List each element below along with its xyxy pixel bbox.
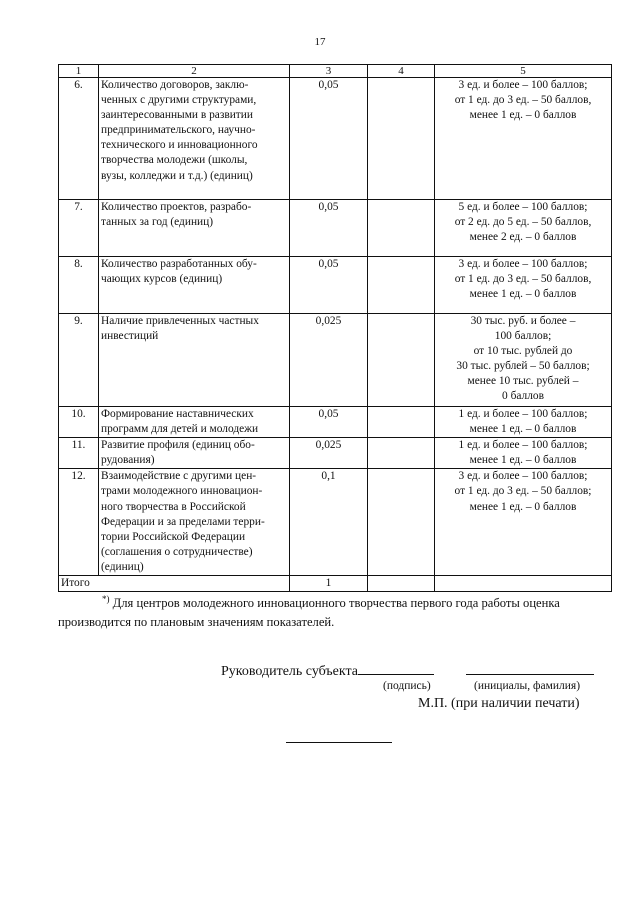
table-row xyxy=(59,407,612,438)
weight-cell: 0,05 xyxy=(290,78,368,200)
empty-cell xyxy=(368,407,435,438)
weight-cell: 0,025 xyxy=(290,314,368,407)
indicator-cell: Наличие привлеченных частных инвестиций xyxy=(99,314,290,407)
row-number: 6. xyxy=(59,78,99,200)
divider xyxy=(286,742,392,743)
signature-label: Руководитель субъекта xyxy=(221,664,358,679)
table-row xyxy=(59,200,612,257)
criteria-table xyxy=(58,64,612,592)
indicator-cell: Формирование наставнических программ для детей и молодежи xyxy=(99,407,290,438)
row-number: 12. xyxy=(59,469,99,576)
header-cell: 2 xyxy=(99,65,290,78)
header-cell: 5 xyxy=(435,65,612,78)
scoring-cell: 30 тыс. руб. и более – 100 баллов; от 10 тыс. рублей до 30 тыс. рублей – 50 баллов; менее 10 тыс. рублей – 0 баллов xyxy=(435,314,612,407)
indicator-cell: Взаимодействие с другими цен- трами молодежного инновацион- ного творчества в Российской Федерации и за пределами терри- тории Российской Федерации (соглашения о сотрудничестве) (единиц) xyxy=(99,469,290,576)
table-header-row xyxy=(59,65,612,78)
name-caption: (инициалы, фамилия) xyxy=(474,680,581,692)
total-value: 1 xyxy=(290,576,368,592)
scoring-cell: 3 ед. и более – 100 баллов; от 1 ед. до 3 ед. – 50 баллов, менее 1 ед. – 0 баллов xyxy=(435,257,612,314)
table-row xyxy=(59,469,612,576)
header-cell: 1 xyxy=(59,65,99,78)
table-row xyxy=(59,314,612,407)
empty-cell xyxy=(368,257,435,314)
signature-caption: (подпись) xyxy=(383,680,431,692)
row-number: 8. xyxy=(59,257,99,314)
row-number: 10. xyxy=(59,407,99,438)
empty-cell xyxy=(368,200,435,257)
footnote-marker: *) xyxy=(102,594,110,604)
table-row xyxy=(59,78,612,200)
row-number: 7. xyxy=(59,200,99,257)
scoring-cell: 1 ед. и более – 100 баллов; менее 1 ед. – 0 баллов xyxy=(435,407,612,438)
empty-cell xyxy=(368,438,435,469)
name-blank xyxy=(466,674,594,675)
table-row xyxy=(59,438,612,469)
scoring-cell: 3 ед. и более – 100 баллов; от 1 ед. до 3 ед. – 50 баллов; менее 1 ед. – 0 баллов xyxy=(435,469,612,576)
footnote-text: Для центров молодежного инновационного творчества первого года работы оценка производится по плановым значениям показателей. xyxy=(58,596,560,630)
header-cell: 4 xyxy=(368,65,435,78)
weight-cell: 0,05 xyxy=(290,200,368,257)
footnote xyxy=(58,590,611,632)
row-number: 9. xyxy=(59,314,99,407)
table-row xyxy=(59,257,612,314)
empty-cell xyxy=(368,314,435,407)
page-number: 17 xyxy=(314,36,326,48)
seal-note: М.П. (при наличии печати) xyxy=(418,696,580,711)
weight-cell: 0,1 xyxy=(290,469,368,576)
empty-cell xyxy=(368,78,435,200)
scoring-cell: 5 ед. и более – 100 баллов; от 2 ед. до 5 ед. – 50 баллов, менее 2 ед. – 0 баллов xyxy=(435,200,612,257)
indicator-cell: Количество договоров, заклю- ченных с другими структурами, заинтересованными в развитии предпринимательского, научно- технического и инновационного творчества молодежи (школы, вузы, колледжи и т.д.) (единиц) xyxy=(99,78,290,200)
indicator-cell: Количество проектов, разрабо- танных за год (единиц) xyxy=(99,200,290,257)
weight-cell: 0,025 xyxy=(290,438,368,469)
header-cell: 3 xyxy=(290,65,368,78)
row-number: 11. xyxy=(59,438,99,469)
scoring-cell: 1 ед. и более – 100 баллов; менее 1 ед. – 0 баллов xyxy=(435,438,612,469)
weight-cell: 0,05 xyxy=(290,407,368,438)
total-label: Итого xyxy=(59,576,290,592)
empty-cell xyxy=(368,469,435,576)
weight-cell: 0,05 xyxy=(290,257,368,314)
scoring-cell: 3 ед. и более – 100 баллов; от 1 ед. до 3 ед. – 50 баллов, менее 1 ед. – 0 баллов xyxy=(435,78,612,200)
indicator-cell: Развитие профиля (единиц обо- рудования) xyxy=(99,438,290,469)
indicator-cell: Количество разработанных обу- чающих курсов (единиц) xyxy=(99,257,290,314)
signature-blank xyxy=(358,660,434,675)
